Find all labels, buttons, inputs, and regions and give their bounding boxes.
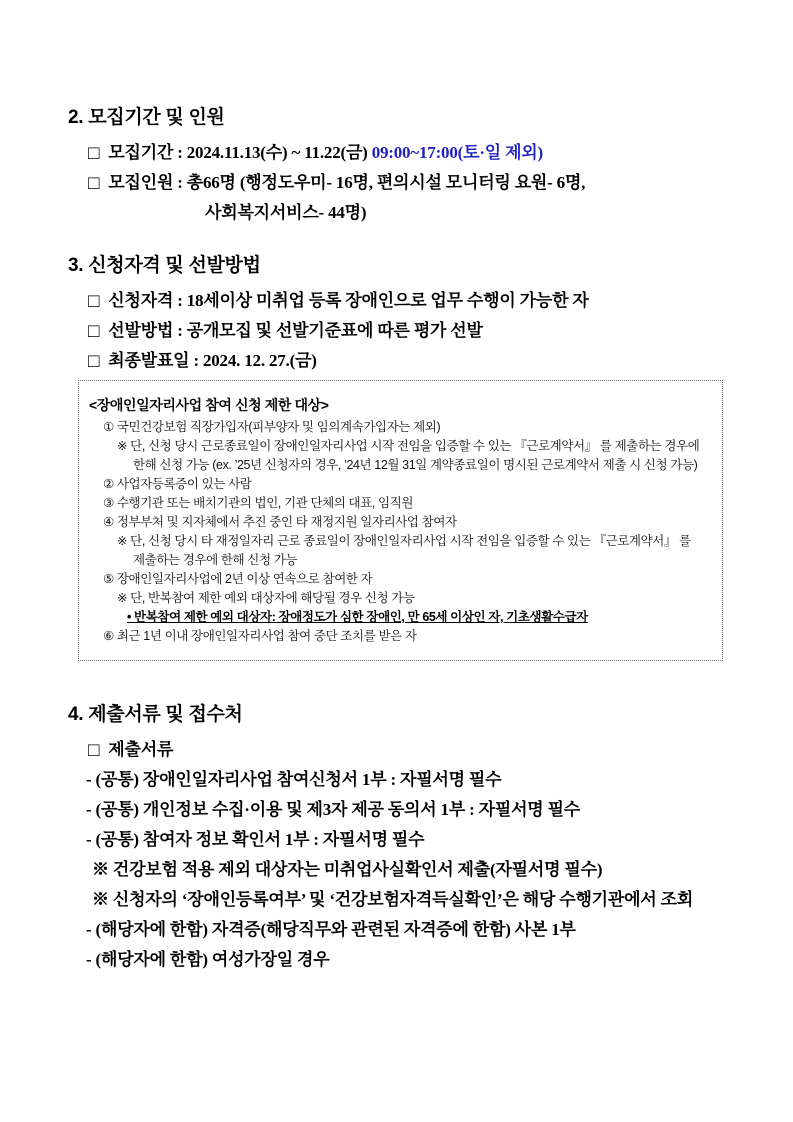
checkbox-empty-icon: □ bbox=[88, 351, 100, 372]
submission-doc-info-confirm: - (공통) 참여자 정보 확인서 1부 : 자필서명 필수 bbox=[86, 830, 425, 849]
qualification-value: 18세이상 미취업 등록 장애인으로 업무 수행이 가능한 자 bbox=[186, 291, 589, 310]
restriction-note-1: ※ 단, 신청 당시 근로종료일이 장애인일자리사업 시작 전임을 입증할 수 있는 『근로계약서』 를 제출하는 경우에 bbox=[117, 439, 700, 453]
restriction-notice-box bbox=[78, 380, 723, 661]
recruit-headcount-text: 모집인원 : 총66명 (행정도우미- 16명, 편의시설 모니터링 요원- 6명, bbox=[108, 173, 586, 192]
eligibility-announcement-line bbox=[88, 346, 723, 376]
submission-doc-license: - (해당자에 한함) 자격증(해당직무와 관련된 자격증에 한함) 사본 1부 bbox=[86, 920, 576, 939]
recruit-period-time-highlight: 09:00~17:00(토·일 제외) bbox=[371, 143, 543, 162]
section-submission bbox=[68, 703, 723, 975]
submission-subheading: 제출서류 bbox=[108, 740, 174, 759]
checkbox-empty-icon: □ bbox=[88, 321, 100, 342]
recruit-period-text: 모집기간 : 2024.11.13(수) ~ 11.22(금) bbox=[108, 143, 372, 162]
restriction-note-1-cont: 한해 신청 가능 (ex. ’25년 신청자의 경우, ’24년 12월 31일 계약종료일이 명시된 근로계약서 제출 시 신청 가능) bbox=[133, 458, 698, 472]
recruit-headcount-line bbox=[88, 168, 723, 198]
section-2-heading: 2. 모집기간 및 인원 bbox=[68, 107, 225, 128]
section-3-heading: 3. 신청자격 및 선발방법 bbox=[68, 255, 261, 276]
submission-doc-female-head: - (해당자에 한함) 여성가장일 경우 bbox=[86, 950, 330, 969]
restriction-item-4: ④ 정부부처 및 지자체에서 추진 중인 타 재정지원 일자리사업 참여자 bbox=[103, 515, 457, 529]
submission-doc-privacy: - (공통) 개인정보 수집·이용 및 제3자 제공 동의서 1부 : 자필서명 필수 bbox=[86, 800, 581, 819]
restriction-note-3: ※ 단, 반복참여 제한 예외 대상자에 해당될 경우 신청 가능 bbox=[117, 591, 415, 605]
checkbox-empty-icon: □ bbox=[88, 173, 100, 194]
restriction-box-title: <장애인일자리사업 참여 신청 제한 대상> bbox=[89, 397, 329, 413]
restriction-item-1: ① 국민건강보험 직장가입자(피부양자 및 임의계속가입자는 제외) bbox=[103, 420, 441, 434]
section-recruitment bbox=[68, 106, 723, 228]
submission-note-insurance: ※ 건강보험 적용 제외 대상자는 미취업사실확인서 제출(자필서명 필수) bbox=[92, 860, 603, 879]
restriction-item-3: ③ 수행기관 또는 배치기관의 법인, 기관 단체의 대표, 임직원 bbox=[103, 496, 414, 510]
final-announcement-text: 최종발표일 : 2024. 12. 27.(금) bbox=[108, 351, 317, 370]
section-4-heading: 4. 제출서류 및 접수처 bbox=[68, 704, 243, 725]
restriction-exception-bullet: • 반복참여 제한 예외 대상자: 장애정도가 심한 장애인, 만 65세 이상인 자, 기초생활수급자 bbox=[127, 610, 588, 624]
eligibility-selection-line bbox=[88, 316, 723, 346]
restriction-item-5: ⑤ 장애인일자리사업에 2년 이상 연속으로 참여한 자 bbox=[103, 572, 373, 586]
checkbox-empty-icon: □ bbox=[88, 291, 100, 312]
restriction-item-6: ⑥ 최근 1년 이내 장애인일자리사업 참여 중단 조치를 받은 자 bbox=[103, 629, 417, 643]
recruit-period-line bbox=[88, 138, 723, 168]
submission-subheading-line bbox=[88, 735, 723, 765]
restriction-item-2: ② 사업자등록증이 있는 사람 bbox=[103, 477, 252, 491]
recruit-headcount-continuation: 사회복지서비스- 44명) bbox=[205, 203, 367, 222]
qualification-label: 신청자격 : bbox=[108, 291, 187, 310]
restriction-note-2-cont: 제출하는 경우에 한해 신청 가능 bbox=[133, 553, 298, 567]
section-eligibility bbox=[68, 254, 723, 661]
checkbox-empty-icon: □ bbox=[88, 143, 100, 164]
eligibility-qualification-line bbox=[88, 286, 723, 316]
checkbox-empty-icon: □ bbox=[88, 740, 100, 761]
submission-doc-application: - (공통) 장애인일자리사업 참여신청서 1부 : 자필서명 필수 bbox=[86, 770, 502, 789]
submission-note-verification: ※ 신청자의 ‘장애인등록여부’ 및 ‘건강보험자격득실확인’은 해당 수행기관에서 조회 bbox=[92, 890, 694, 909]
restriction-note-2: ※ 단, 신청 당시 타 재정일자리 근로 종료일이 장애인일자리사업 시작 전임을 입증할 수 있는 『근로계약서』 를 bbox=[117, 534, 691, 548]
selection-method-text: 선발방법 : 공개모집 및 선발기준표에 따른 평가 선발 bbox=[108, 321, 483, 340]
